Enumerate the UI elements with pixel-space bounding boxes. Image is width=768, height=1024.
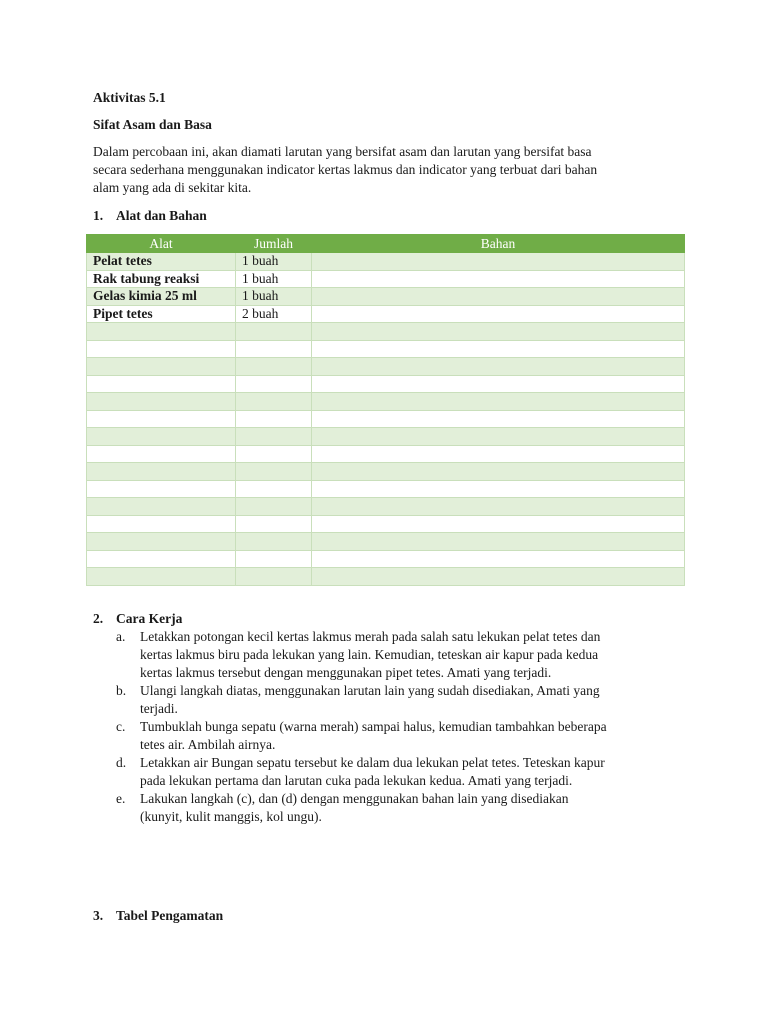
table-row [87,428,685,446]
step-text [140,718,607,754]
cell-jumlah [236,533,312,551]
cell-alat [87,428,236,446]
cell-bahan [312,270,685,288]
section-heading-text: Tabel Pengamatan [116,908,224,923]
step-letter: e. [116,791,126,806]
cell-bahan [312,550,685,568]
observation-table-heading [93,907,223,925]
cell-alat [87,515,236,533]
intro-line: Dalam percobaan ini, akan diamati larutan yang bersifat asam dan larutan yang bersifat basa [93,144,592,159]
cell-jumlah [236,498,312,516]
tools-heading [93,207,207,225]
cell-jumlah [236,445,312,463]
cell-bahan [312,375,685,393]
step-line: terjadi. [140,701,178,716]
cell-alat [87,375,236,393]
cell-alat [87,410,236,428]
cell-alat: Pipet tetes [87,305,236,323]
cell-bahan [312,323,685,341]
header-jumlah: Jumlah [236,235,312,253]
step-line: Ulangi langkah diatas, menggunakan larutan lain yang sudah disediakan, Amati yang [140,683,600,698]
step-line: Tumbuklah bunga sepatu (warna merah) sampai halus, kemudian tambahkan beberapa [140,719,607,734]
cell-bahan [312,288,685,306]
method-step [116,628,686,682]
cell-alat [87,480,236,498]
cell-alat [87,498,236,516]
cell-alat [87,550,236,568]
cell-jumlah [236,515,312,533]
cell-jumlah: 2 buah [236,305,312,323]
step-line: pada lekukan pertama dan larutan cuka pada lekukan kedua. Amati yang terjadi. [140,773,573,788]
step-text [140,790,568,826]
method-step [116,754,686,790]
cell-bahan [312,480,685,498]
table-row [87,358,685,376]
table-header-row [87,235,685,253]
cell-bahan [312,463,685,481]
section-number: 3. [93,908,104,923]
table-row [87,305,685,323]
table-row [87,463,685,481]
step-letter: d. [116,755,127,770]
cell-jumlah [236,463,312,481]
table-row [87,288,685,306]
cell-jumlah [236,568,312,586]
cell-bahan [312,253,685,271]
cell-jumlah [236,358,312,376]
cell-alat [87,568,236,586]
method-heading [93,610,182,628]
step-line: Letakkan potongan kecil kertas lakmus merah pada salah satu lekukan pelat tetes dan [140,629,601,644]
cell-jumlah: 1 buah [236,288,312,306]
cell-bahan [312,340,685,358]
cell-jumlah [236,323,312,341]
cell-bahan [312,498,685,516]
section-number: 2. [93,611,104,626]
cell-alat [87,358,236,376]
step-letter: c. [116,719,126,734]
cell-alat: Pelat tetes [87,253,236,271]
step-line: (kunyit, kulit manggis, kol ungu). [140,809,322,824]
cell-alat [87,323,236,341]
cell-jumlah [236,393,312,411]
intro-paragraph [93,143,683,197]
table-row [87,515,685,533]
table-row [87,323,685,341]
cell-alat: Rak tabung reaksi [87,270,236,288]
step-letter: a. [116,629,126,644]
cell-bahan [312,410,685,428]
cell-alat [87,533,236,551]
step-line: tetes air. Ambilah airnya. [140,737,276,752]
table-row [87,410,685,428]
step-text [140,628,600,682]
table-row [87,498,685,516]
section-heading-text: Cara Kerja [116,611,183,626]
step-text [140,754,605,790]
method-steps-list [116,628,686,826]
step-text [140,682,600,718]
cell-bahan [312,568,685,586]
cell-alat [87,463,236,481]
cell-jumlah [236,410,312,428]
tools-table [86,234,685,586]
cell-jumlah: 1 buah [236,253,312,271]
table-row [87,375,685,393]
cell-bahan [312,533,685,551]
table-row [87,550,685,568]
cell-jumlah [236,428,312,446]
table-row [87,340,685,358]
table-row [87,480,685,498]
cell-jumlah [236,550,312,568]
cell-jumlah [236,375,312,393]
cell-jumlah [236,340,312,358]
table-row [87,393,685,411]
method-step [116,790,686,826]
step-line: kertas lakmus tersebut dengan menggunakan pipet tetes. Amati yang terjadi. [140,665,552,680]
header-bahan: Bahan [312,235,685,253]
section-title: Sifat Asam dan Basa [93,117,212,132]
cell-bahan [312,393,685,411]
method-step [116,718,686,754]
section-number: 1. [93,208,104,223]
table-row [87,253,685,271]
table-row [87,270,685,288]
cell-alat [87,340,236,358]
method-step [116,682,686,718]
table-row [87,445,685,463]
cell-bahan [312,445,685,463]
intro-line: secara sederhana menggunakan indicator kertas lakmus dan indicator yang terbuat dari bahan [93,162,598,177]
activity-title: Aktivitas 5.1 [93,90,166,105]
section-heading-text: Alat dan Bahan [116,208,207,223]
cell-jumlah: 1 buah [236,270,312,288]
cell-bahan [312,428,685,446]
step-letter: b. [116,683,127,698]
step-line: Lakukan langkah (c), dan (d) dengan menggunakan bahan lain yang disediakan [140,791,569,806]
header-alat: Alat [87,235,236,253]
table-row [87,533,685,551]
table-body [87,253,685,586]
cell-bahan [312,515,685,533]
step-line: kertas lakmus biru pada lekukan yang lain. Kemudian, teteskan air kapur pada kedua [140,647,599,662]
cell-alat [87,393,236,411]
cell-bahan [312,305,685,323]
cell-bahan [312,358,685,376]
cell-alat: Gelas kimia 25 ml [87,288,236,306]
table-row [87,568,685,586]
step-line: Letakkan air Bungan sepatu tersebut ke dalam dua lekukan pelat tetes. Teteskan kapur [140,755,605,770]
cell-alat [87,445,236,463]
cell-jumlah [236,480,312,498]
intro-line: alam yang ada di sekitar kita. [93,180,252,195]
